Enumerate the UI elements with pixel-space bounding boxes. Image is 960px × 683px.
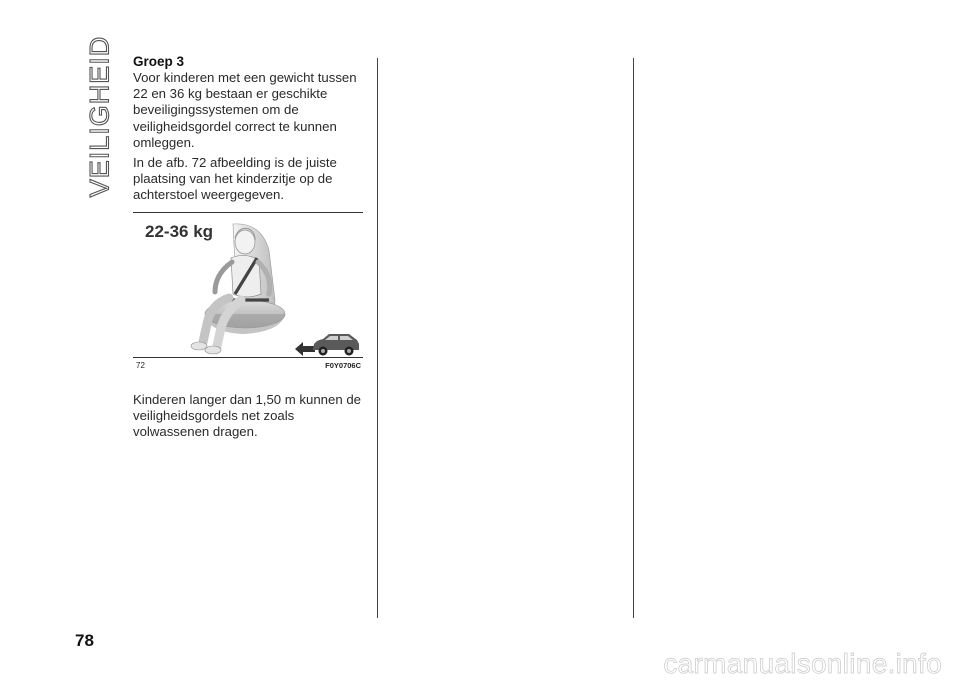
figure-bottom-rule — [133, 357, 363, 358]
watermark: carmanualsonline.info — [663, 648, 942, 679]
figure-72 — [133, 212, 363, 376]
section-tab-label: VEILIGHEID — [84, 35, 115, 197]
column-divider-1 — [377, 58, 378, 618]
paragraph-group3-intro: Voor kinderen met een gewicht tussen 22 en 36 kg bestaan er geschikte beveiligingssystemen om de veiligheidsgordel correct te kunnen omleggen. — [133, 70, 357, 150]
figure-code: F0Y0706C — [325, 360, 361, 370]
paragraph-figure-reference: In de afb. 72 afbeelding is de juiste plaatsing van het kinderzitje op de achterstoel weergegeven. — [133, 155, 337, 203]
child-booster-seat-illustration — [185, 220, 295, 358]
figure-top-rule — [133, 212, 363, 213]
page-number: 78 — [75, 631, 94, 650]
paragraph-adult-belt: Kinderen langer dan 1,50 m kunnen de veiligheidsgordels net zoals volwassenen dragen. — [133, 391, 362, 440]
figure-number: 72 — [136, 360, 145, 370]
column-divider-2 — [633, 58, 634, 618]
section-heading: Groep 3 — [133, 54, 185, 69]
figure-weight-label: 22-36 kg — [145, 221, 214, 241]
content-column — [133, 54, 363, 444]
car-icon — [311, 332, 361, 356]
section-tab — [78, 35, 122, 197]
